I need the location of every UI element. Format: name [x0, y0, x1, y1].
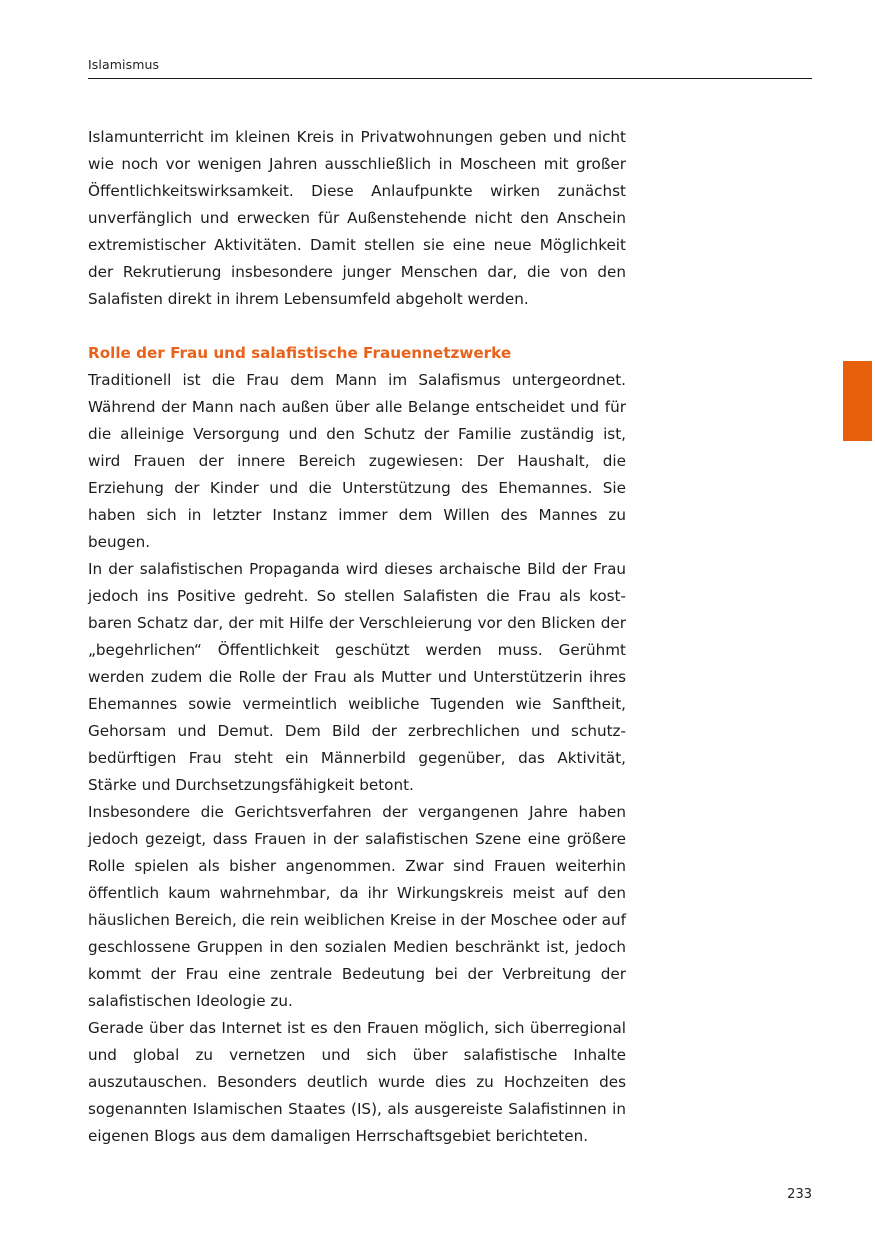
chapter-marker-tab	[843, 361, 872, 441]
intro-paragraph: Islamunterricht im kleinen Kreis in Privatwohnungen geben und nicht wie noch vor wenigen Jahren ausschließlich in Moscheen mit großer Öffentlichkeitswirksamkeit. Diese Anlaufpunkte wirken zunächst unverfänglich und erwecken für Außenstehende nicht den Anschein extremistischer Aktivitäten. Damit stellen sie eine neue Möglichkeit der Rekrutierung insbesondere junger Menschen dar, die von den Salafisten direkt in ihrem Lebensumfeld abgeholt werden.	[88, 128, 626, 308]
paragraph-3: Insbesondere die Gerichtsverfahren der vergangenen Jahre haben jedoch gezeigt, dass Frauen in der salafistischen Szene eine größere Rolle spielen als bisher angenommen. Zwar sind Frauen weiterhin öffentlich kaum wahrnehmbar, da ihr Wirkungskreis meist auf den häuslichen Bereich, die rein weiblichen Kreise in der Moschee oder auf geschlossene Gruppen in den sozialen Medien beschränkt ist, jedoch kommt der Frau eine zentrale Bedeutung bei der Verbreitung der salafistischen Ideologie zu.	[88, 803, 626, 1010]
paragraph-2: In der salafistischen Propaganda wird dieses archaische Bild der Frau jedoch ins Positive gedreht. So stellen Salafisten die Frau als kostbaren Schatz dar, der mit Hilfe der Verschleierung vor den Blicken der „begehrlichen“ Öffentlichkeit geschützt werden muss. Gerühmt werden zudem die Rolle der Frau als Mutter und Unterstützerin ihres Ehemannes sowie vermeintlich weibliche Tugenden wie Sanftheit, Gehorsam und Demut. Dem Bild der zerbrechlichen und schutzbedürftigen Frau steht ein Männerbild gegenüber, das Aktivität, Stärke und Durchsetzungsfähigkeit betont.	[88, 560, 626, 794]
running-header-title: Islamismus	[88, 57, 160, 72]
header-divider	[88, 78, 812, 79]
intro-block	[88, 124, 626, 313]
page-number: 233	[787, 1187, 812, 1202]
section-block	[88, 340, 626, 1150]
paragraph-1: Traditionell ist die Frau dem Mann im Salafismus untergeordnet. Während der Mann nach außen über alle Belange entscheidet und für die alleinige Versorgung und den Schutz der Familie zuständig ist, wird Frauen der innere Bereich zugewiesen: Der Haushalt, die Erziehung der Kinder und die Unterstützung des Ehemannes. Sie haben sich in letzter Instanz immer dem Willen des Mannes zu beugen.	[88, 371, 626, 551]
paragraph-4: Gerade über das Internet ist es den Frauen möglich, sich überregional und global zu vernetzen und sich über salafistische Inhalte auszutauschen. Besonders deutlich wurde dies zu Hochzeiten des sogenannten Islamischen Staates (IS), als ausgereiste Salafistinnen in eigenen Blogs aus dem damaligen Herrschaftsgebiet berichteten.	[88, 1019, 626, 1145]
section-heading: Rolle der Frau und salafistische Frauennetzwerke	[88, 344, 512, 362]
